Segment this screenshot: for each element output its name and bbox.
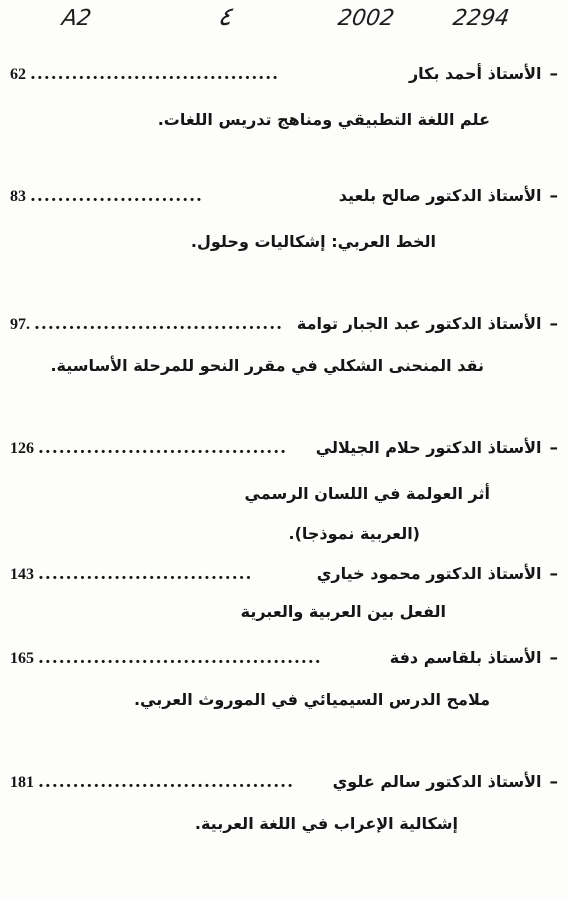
entry-dash: – (549, 648, 558, 668)
toc-entry (10, 186, 558, 214)
article-title: الخط العربي: إشكاليات وحلول. (190, 232, 436, 251)
article-title: علم اللغة التطبيقي ومناهج تدريس اللغات. (157, 110, 490, 129)
toc-entry (10, 772, 558, 800)
leader-dots: ............................... (38, 564, 253, 584)
page-number: 143 (10, 566, 34, 583)
page-number: 83 (10, 188, 26, 205)
article-title: الفعل بين العربية والعبرية (240, 602, 446, 621)
page-number: 165 (10, 650, 34, 667)
page-number: 126 (10, 440, 34, 457)
leader-dots: ......................... (30, 186, 203, 206)
entry-dash: – (549, 772, 558, 792)
toc-entry (10, 564, 558, 592)
author-name: الأستاذ الدكتور صالح بلعيد (338, 186, 542, 205)
entry-dash: – (549, 64, 558, 84)
entry-dash: – (549, 314, 558, 334)
entry-dash: – (549, 186, 558, 206)
toc-entry (10, 648, 558, 676)
leader-dots: .................................... (34, 314, 284, 334)
article-title: أثر العولمة في اللسان الرسمي (244, 484, 490, 503)
article-title: ملامح الدرس السيميائي في الموروث العربي. (133, 690, 490, 709)
handwritten-note: ٤ (215, 2, 235, 32)
author-name: الأستاذ أحمد بكار (408, 64, 542, 83)
article-title: نقد المنحنى الشكلي في مقرر النحو للمرحلة الأساسية. (50, 356, 484, 375)
toc-entry (10, 438, 558, 466)
handwritten-note: A2 (60, 6, 93, 31)
author-name: الأستاذ الدكتور محمود خياري (316, 564, 542, 583)
article-title: إشكالية الإعراب في اللغة العربية. (194, 814, 458, 833)
author-name: الأستاذ الدكتور حلام الجيلالي (315, 438, 542, 457)
leader-dots: .................................... (38, 438, 288, 458)
page-number: 181 (10, 774, 34, 791)
toc-entry (10, 314, 558, 342)
article-title-continued: (العربية نموذجا). (288, 524, 420, 543)
handwritten-note: 2002 (336, 6, 396, 31)
entry-dash: – (549, 564, 558, 584)
author-name: الأستاذ الدكتور عبد الجبار توامة (296, 314, 542, 333)
leader-dots: ..................................... (38, 772, 294, 792)
author-name: الأستاذ الدكتور سالم علوي (332, 772, 542, 791)
leader-dots: .................................... (30, 64, 280, 84)
page-number: 62 (10, 66, 26, 83)
toc-entry (10, 64, 558, 92)
entry-dash: – (549, 438, 558, 458)
leader-dots: ......................................... (38, 648, 322, 668)
handwritten-note: 2294 (451, 6, 511, 31)
page-number: 97. (10, 316, 30, 333)
author-name: الأستاذ بلقاسم دفة (389, 648, 542, 667)
